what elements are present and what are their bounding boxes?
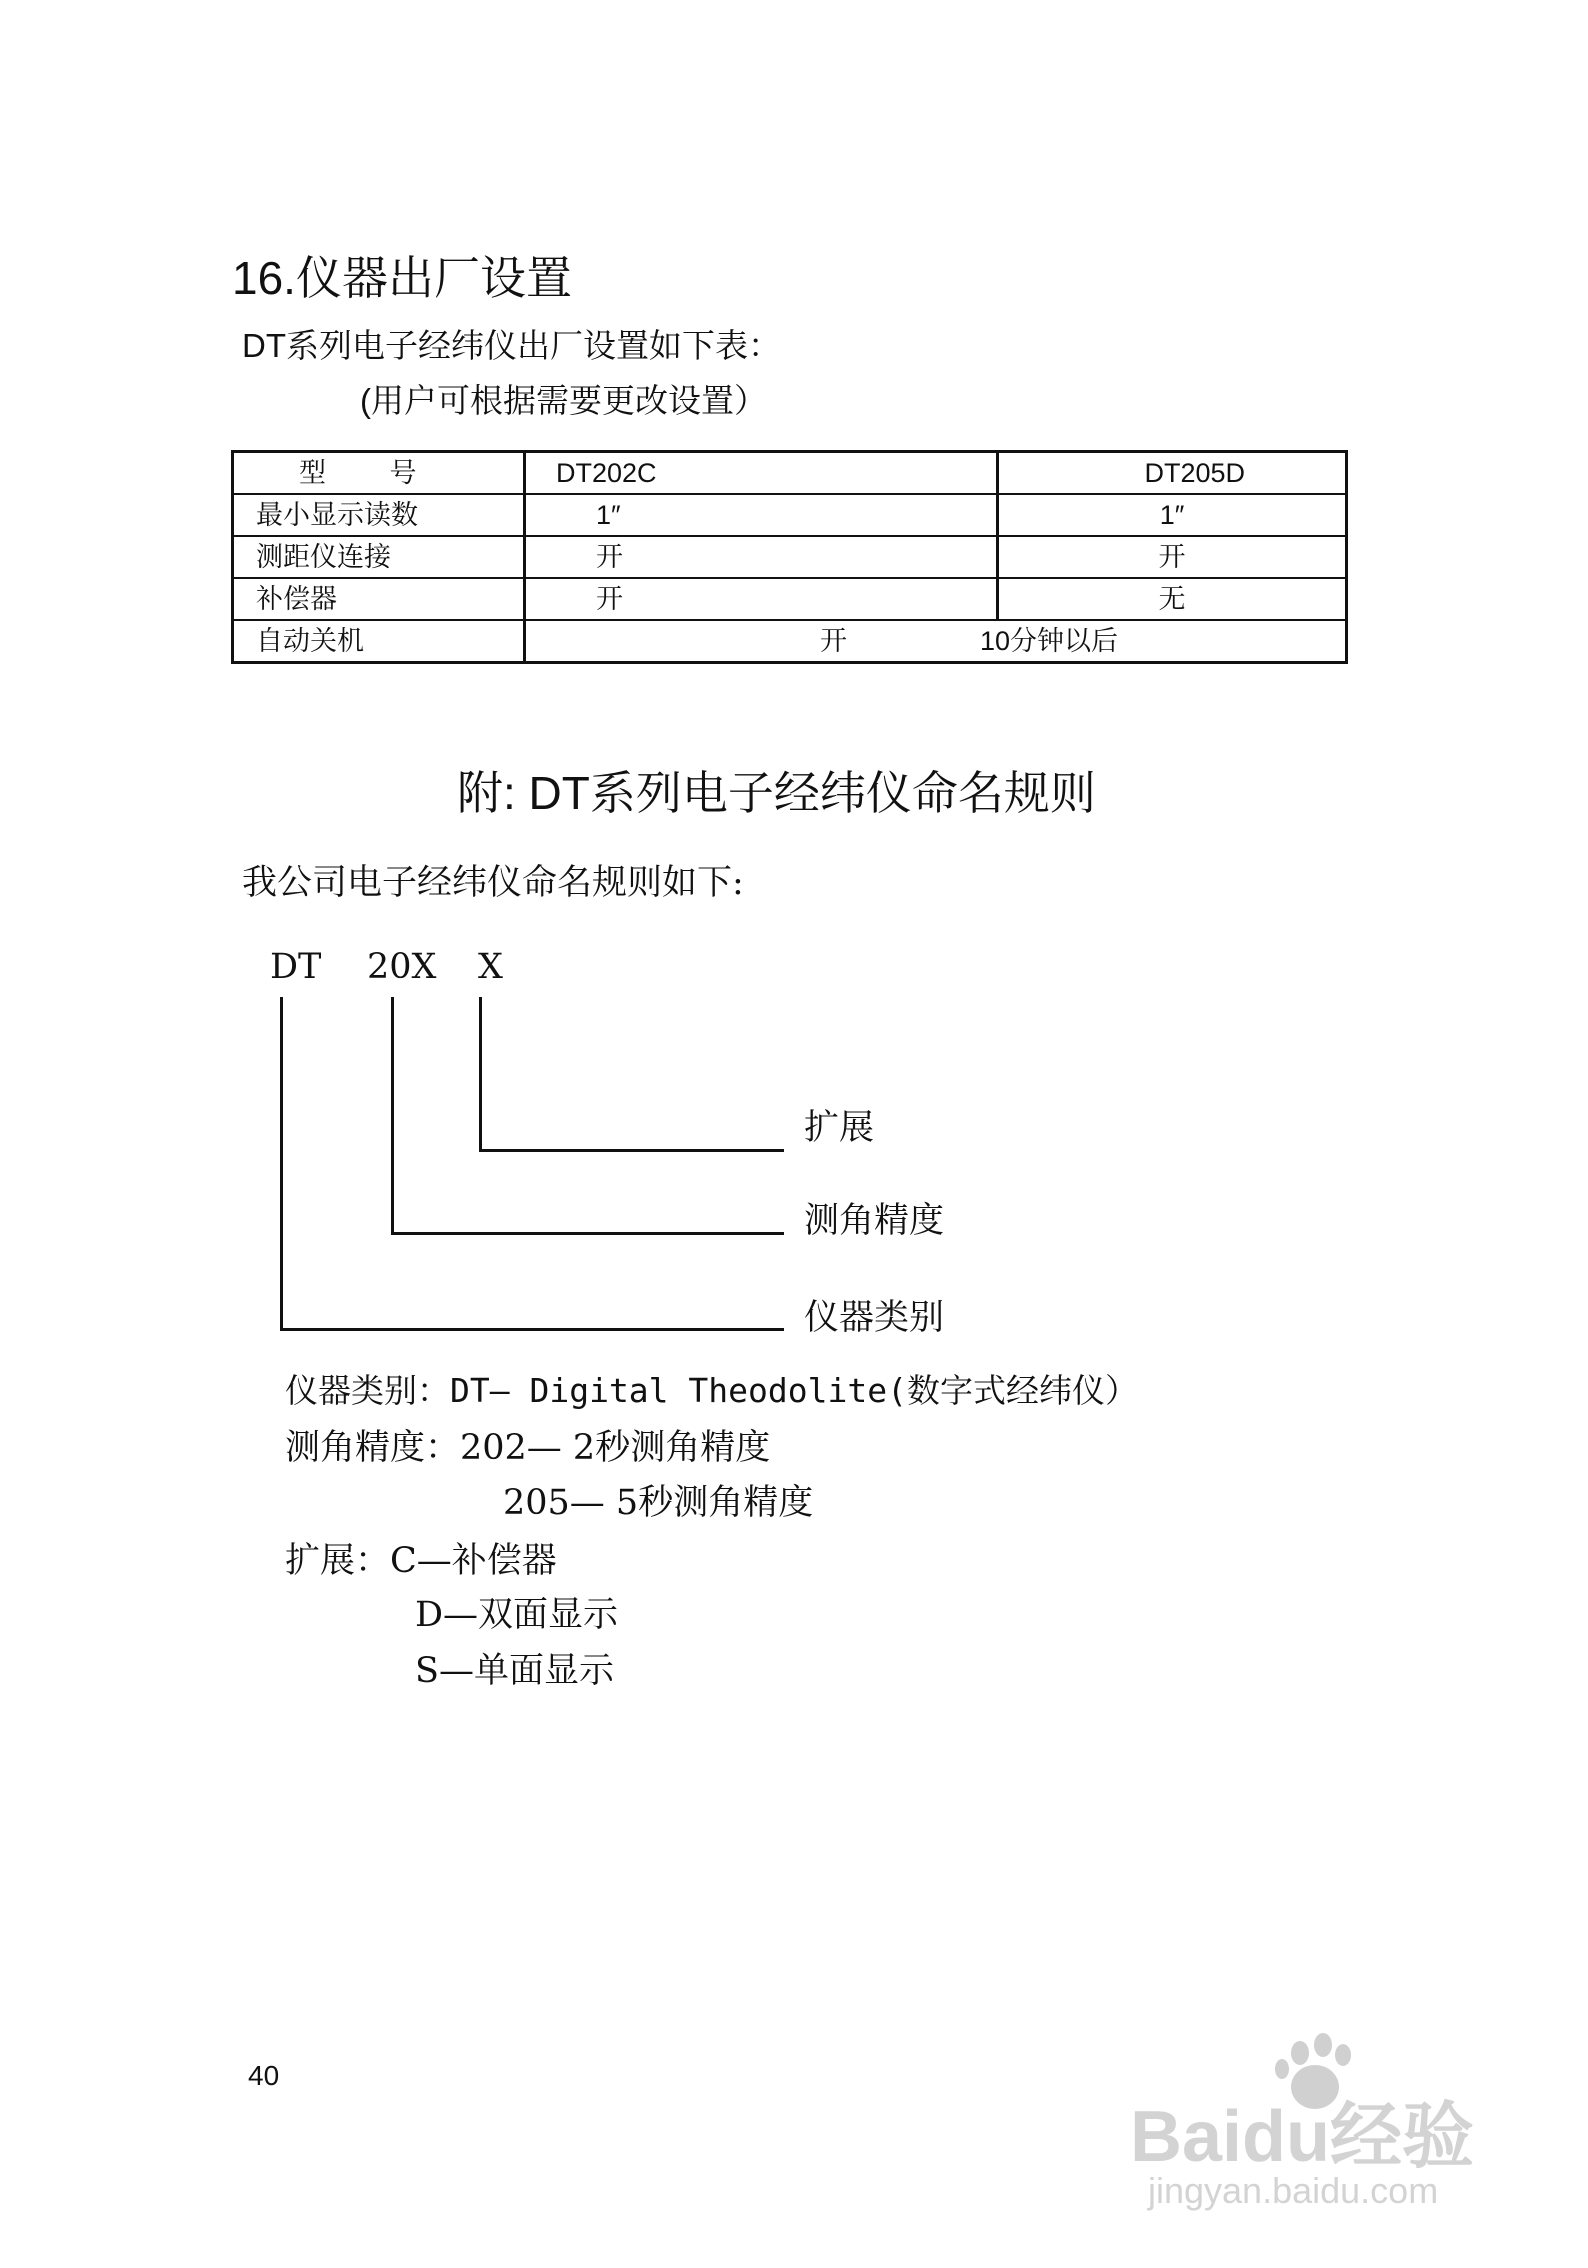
definition-precision-202: 测角精度：202— 2秒测角精度 [285, 1428, 771, 1468]
label-category: 仪器类别 [804, 1298, 945, 1338]
row-value-dt202c: 1″ [525, 494, 998, 536]
watermark-url: jingyan.baidu.com [1148, 2170, 1439, 2211]
intro-text: DT系列电子经纬仪出厂设置如下表： [242, 327, 781, 364]
row-label: 自动关机 [233, 620, 525, 663]
diagram-line-precision-horizontal [391, 1232, 784, 1235]
header-model: 型 号 [233, 452, 525, 495]
row-value-dt205d: 1″ [998, 494, 1347, 536]
diagram-line-extension-vertical [479, 997, 482, 1152]
header-dt202c: DT202C [525, 452, 998, 495]
code-part-x: X [478, 947, 503, 987]
section-title: 16.仪器出厂设置 [232, 252, 572, 304]
row-value-dt205d: 无 [998, 578, 1347, 620]
note-text: (用户可根据需要更改设置） [360, 382, 767, 419]
appendix-title: 附: DT系列电子经纬仪命名规则 [457, 767, 1096, 819]
definition-extension-c: 扩展：C—补偿器 [285, 1541, 557, 1581]
definition-category: 仪器类别：DT— Digital Theodolite(数字式经纬仪） [285, 1371, 1138, 1410]
table-row [233, 494, 1347, 536]
table-row [233, 536, 1347, 578]
auto-off-value: 开 [820, 626, 847, 656]
definition-extension-s: S—单面显示 [415, 1651, 614, 1691]
code-part-dt: DT [270, 947, 322, 987]
definition-extension-d: D—双面显示 [415, 1595, 619, 1635]
diagram-line-extension-horizontal [479, 1149, 784, 1152]
table-header-row [233, 452, 1347, 495]
auto-off-value-cell [525, 620, 1347, 663]
label-extension: 扩展 [804, 1108, 875, 1148]
row-value-dt205d: 开 [998, 536, 1347, 578]
row-value-dt202c: 开 [525, 536, 998, 578]
code-part-20x: 20X [367, 947, 437, 987]
table-row [233, 578, 1347, 620]
row-label: 最小显示读数 [233, 494, 525, 536]
row-value-dt202c: 开 [525, 578, 998, 620]
diagram-line-precision-vertical [391, 997, 394, 1235]
header-dt205d: DT205D [998, 452, 1347, 495]
auto-off-detail: 10分钟以后 [980, 626, 1119, 656]
table-row-auto-off [233, 620, 1347, 663]
naming-rules-intro: 我公司电子经纬仪命名规则如下: [242, 863, 744, 903]
diagram-line-category-horizontal [280, 1328, 784, 1331]
diagram-line-category-vertical [280, 997, 283, 1331]
row-label: 测距仪连接 [233, 536, 525, 578]
page-number: 40 [248, 2060, 280, 2091]
watermark-brand: Baidu经验 [1130, 2097, 1475, 2177]
row-label: 补偿器 [233, 578, 525, 620]
label-precision: 测角精度 [804, 1201, 945, 1241]
factory-settings-table [231, 450, 1348, 664]
definition-precision-205: 205— 5秒测角精度 [503, 1483, 814, 1523]
